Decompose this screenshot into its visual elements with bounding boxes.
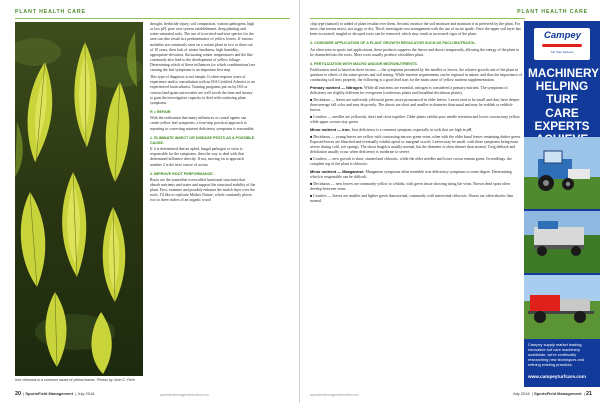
tractor-mower-photo — [524, 137, 600, 209]
aerator-photo — [524, 211, 600, 273]
iron-text: Iron deficiency is a common symptom, especially in soils that are high in pH. — [350, 128, 473, 133]
footer-url-right: sportsfieldmanagementonline.com — [310, 393, 359, 397]
paragraph: chip type (natural) or added of plant residue over them. Second, monitor the soil moisture and maintain it as preferred by the plant. For most, that means moist, not soggy or dry. Third, investigate root arrangement with the use of an air spade. Once the upper soil layer has been excavated, tangled or decayed roots can be removed, which may result in increased vigor of the plant. — [310, 22, 521, 37]
paragraph: Fertilization used is based on three factors — the symptoms presented by the needles or leaves, the relative growth rate of the plant in question to others of the same species and soil testing. While nutrient requirements can be regional in nature, and thus the importance of conducting soil tests properly, the following is a good lead start for the main cause of yellow nutrient supplementation. — [310, 68, 522, 83]
paragraph: An often seen in sports turf applications, these products suppress the leaves and shoots temporarily, allowing the energy of the plant to be channeled into the roots. More roots usually produce a healthier plant. — [310, 47, 520, 57]
bullet-item: ■ Deciduous — new leaves are commonly yellow to whitish, with green tissue showing along the veins. Brown dead spots often develop between veins. — [310, 181, 511, 191]
nitrogen-text: While all nutrients are essential, nitrogen is considered a primary nutrient. The symptoms of deficiency are slightly different for evergreens (coniferous plants and broadleaf deciduous plants). — [310, 86, 508, 96]
photo-caption: Iron chlorosis is a common cause of yellow leaves. Photos by John C. Fech — [15, 378, 136, 382]
sprayer-image — [524, 275, 600, 339]
paragraph: Roots are the somewhat overwalled functional structures that absorb nutrients and water and support the structural stability of the plant. First, examine and possibly enhance the mulch layer over the roots. I'd like to replicate Mother Nature, which constantly places two to three inches of an organic wood — [150, 177, 256, 203]
subheading-step-1: 1. ELIMINATE INSECT OR DISEASE PESTS AS A POSSIBLE CAUSE. — [150, 135, 255, 145]
paragraph: drought, herbicide injury, soil compaction, various pathogens, high or low pH, poor root system establishment, deep planting and water-saturated soils. The use of iron-tried-and-true species for the area can also result in a predominance of yellow leaves. If various maladies are commonly seen on a certain plant in two or three out of 10 years, then lack of winter hardiness, high humidity, appropriate elevation, fluctuating winter temperatures and the like commonly also lead to the development of yellow foliage. Determining which of these influences (or which combinations) are causing the leaf symptoms is an important first step. — [150, 22, 256, 73]
bullet-item: ■ Deciduous — leaves are uniformly yellowish green, more pronounced in older leaves. Leaves tend to be small and thin, have deeper than-average fall color and may drop early. The shoots are short and smaller in diameter than usual and may be reddish or reddish-brown. — [310, 98, 520, 113]
bullet-item: ■ Deciduous — young leaves are yellow with contrasting narrow green veins, often with the older basal leaves remaining darker green. Exposed leaves are bleached and eventually exhibit apical or marginal scorch. Leaves may be small, with these symptoms being most severe during cold, wet springs. The shoot length is usually normal, but the diameter is often thinner than normal. Twig dieback and defoliation usually occur when deficiency is moderate to severe. — [310, 134, 521, 155]
page-number-right: 21 — [586, 391, 592, 397]
aerator-image — [524, 211, 600, 273]
paragraph: With the realization that many influences or causal agents can create yellow leaf symptoms, a four-step practical approach to repairing or correcting nutrient deficiency symptoms is reasonable. — [150, 116, 255, 131]
subheading-step-4: 4. FERTILIZATION WITH MACRO AND/OR MICRONUTRIENTS. — [310, 61, 418, 66]
chlorosis-photo — [15, 22, 143, 376]
manganese-heading: Minor nutrient — Manganese. — [310, 168, 365, 174]
header-rule-right — [310, 18, 525, 19]
paragraph — [310, 85, 522, 96]
footer-left: 20 | SportsField Management | July 2016 — [15, 391, 95, 397]
sprayer-photo — [524, 275, 600, 339]
page-number-left: 20 — [15, 391, 21, 397]
section-header-right: PLANT HEALTH CARE — [517, 9, 588, 15]
issue-date-right: July 2016 — [512, 391, 530, 396]
nitrogen-heading: Primary nutrient — Nitrogen. — [310, 85, 364, 91]
bullet-item: ■ Conifers — needles are yellowish, short and close together. Older plants exhibit poor needle retention and lower crowns may yellow, while upper crowns stay green. — [310, 115, 521, 125]
logo-tagline: Turf Care Systems — [550, 50, 574, 54]
campey-advertisement[interactable] — [524, 21, 600, 387]
subheading-repair: R = REPAIR — [150, 110, 171, 115]
paragraph: This type of diagnosis is not simple. It often requires years of experience and/or consultation with an ISA Certified Arborist or an experienced horticulturist. Training programs put on by ISA or various land-grant universities are well worth the time and money to gain the investigative capacity to deal with confusing plant symptoms. — [150, 75, 255, 105]
magazine-name-left: SportsField Management — [25, 391, 73, 396]
yellow-leaves-image — [15, 22, 143, 376]
subheading-step-3: 3. CONSIDER APPLICATION OF A PLANT GROWTH REGULATOR SUCH AS PACLOBUTRAZOL. — [310, 41, 477, 46]
manganese-text: Manganese symptoms often resemble iron deficiency symptoms to some degree. Determining which is responsible can be difficult. — [310, 169, 512, 180]
bullet-item: ■ Conifers — leaves are smaller and lighter green than normal, commonly with interveinal chlorosis. Shoots are often shorter than normal. — [310, 193, 514, 203]
logo-swoosh — [542, 44, 582, 47]
tractor-image — [524, 137, 600, 209]
logo-wordmark: Campey — [544, 30, 581, 41]
paragraph — [310, 127, 522, 133]
magazine-name-right: SportsField Management — [534, 391, 582, 396]
footer-url-left: sportsfieldmanagementonline.com — [160, 393, 209, 397]
article-column-right — [310, 22, 522, 384]
iron-heading: Minor nutrient — Iron. — [310, 127, 351, 133]
campey-logo — [534, 28, 590, 60]
footer-right: July 2016 | SportsField Management | 21 — [512, 391, 592, 397]
issue-date-left: July 2016 — [77, 391, 95, 396]
ad-website-link[interactable]: www.campeyturfcare.com — [528, 374, 586, 379]
ad-headline: MACHINERY HELPING TURF CARE EXPERTS — [528, 66, 600, 133]
ad-body-text: Campey supply market leading, innovative turf care machinery worldwide, we're continually researching new techniques and refining existing practices. — [528, 342, 585, 367]
header-rule-left — [15, 18, 290, 19]
paragraph — [310, 169, 522, 180]
subheading-step-2: 2. IMPROVE ROOT PERFORMANCE. — [150, 171, 214, 176]
article-column-left — [150, 22, 256, 382]
paragraph: If it is determined that an aphid, fungal pathogen or virus is responsible for the symptoms, then the way to deal with that determined influence directly. If not, moving on to approach number 2 is the next course of action. — [150, 147, 244, 167]
bullet-item: ■ Conifers — new growth is short, stunted and chlorotic, while the older needles and lower crown remain green. In seedlings, the complete top of the plant is chlorotic. — [310, 157, 512, 167]
section-header-left: PLANT HEALTH CARE — [15, 9, 86, 15]
